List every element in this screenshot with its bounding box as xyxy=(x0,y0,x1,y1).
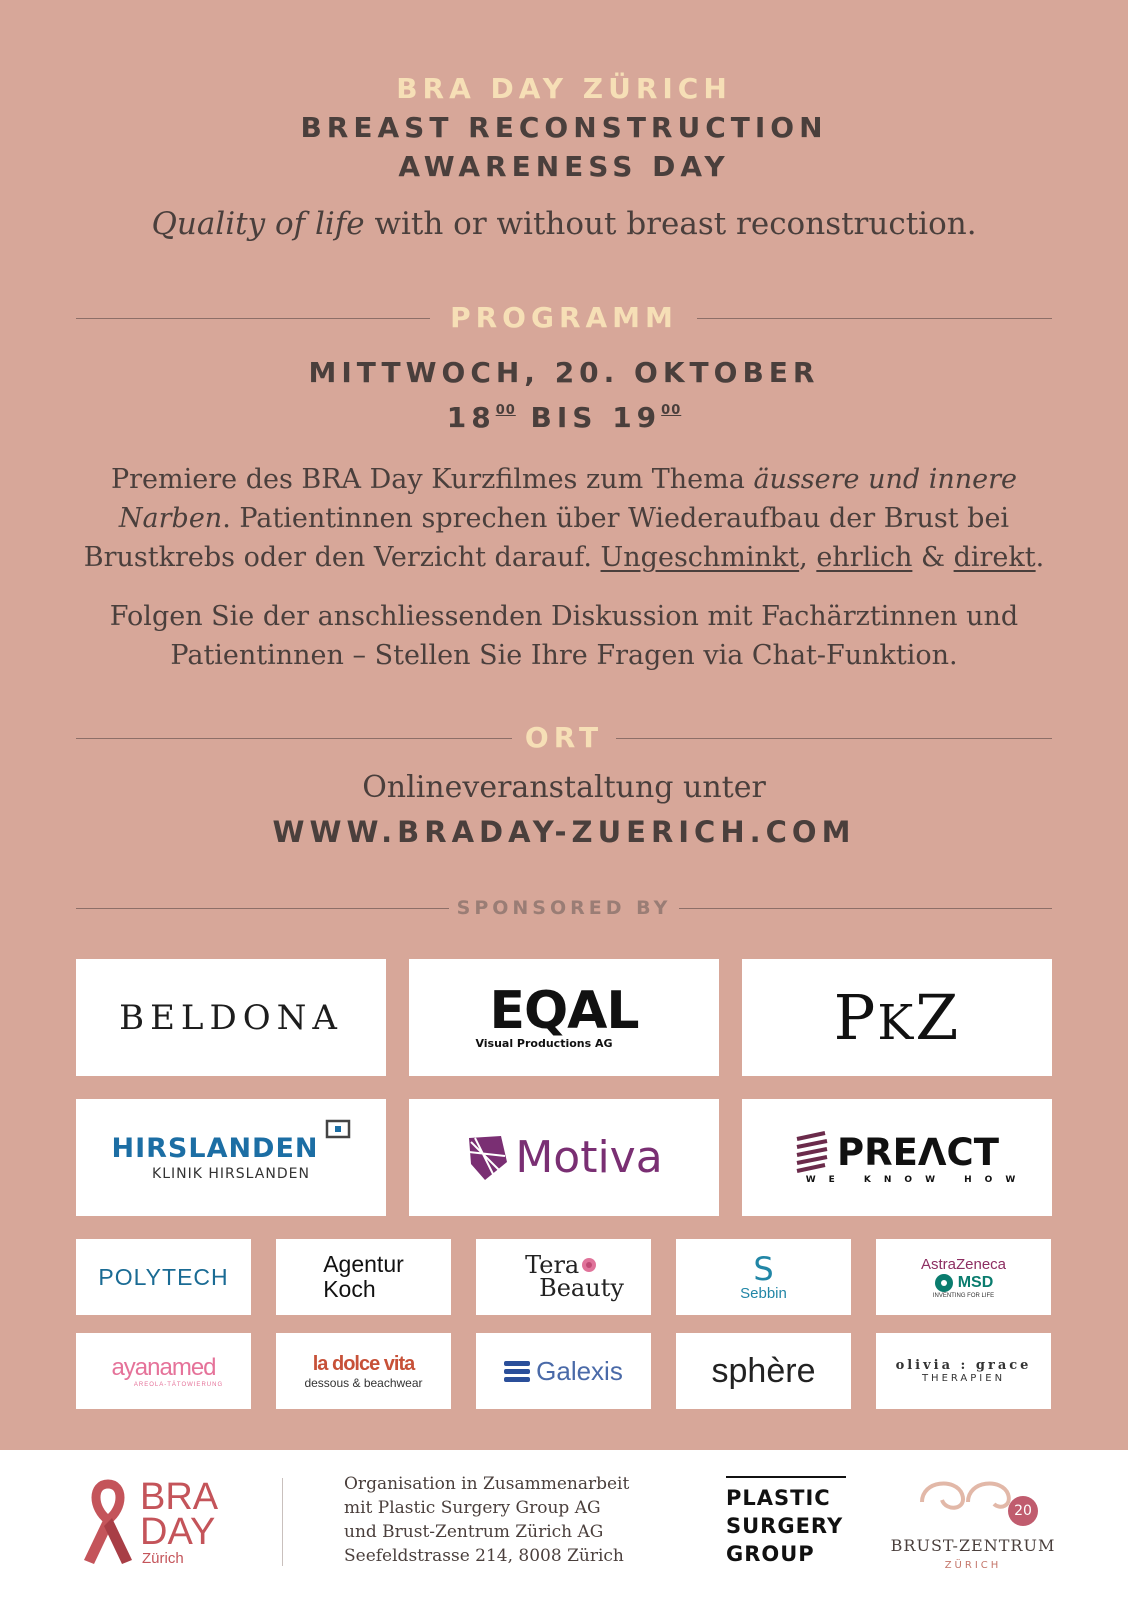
tera-beauty-text xyxy=(525,1251,624,1302)
p1-underline-2: ehrlich xyxy=(816,542,913,573)
msd-subtitle: INVENTING FOR LIFE xyxy=(932,1292,995,1299)
galexis-bars-icon xyxy=(504,1360,530,1382)
preact-stripes-icon xyxy=(795,1131,829,1175)
program-divider xyxy=(76,298,1052,338)
sponsor-tera-beauty xyxy=(476,1239,651,1315)
location-divider xyxy=(76,718,1052,758)
location-heading: ORT xyxy=(524,721,604,754)
tera-line1: Tera xyxy=(525,1251,580,1279)
galexis-logo xyxy=(504,1356,623,1387)
psg-line3: GROUP xyxy=(726,1542,815,1566)
sponsor-olivia-grace xyxy=(876,1333,1051,1409)
divider-line xyxy=(697,318,1052,319)
p1-text-b: . Patientinnen sprechen über Wiederaufbau der Brust bei Brustkrebs oder den Verzicht darauf. xyxy=(83,503,1010,573)
beldona-logo: BELDONA xyxy=(119,997,343,1038)
time-start: 18 xyxy=(446,401,496,434)
p1-underline-1: Ungeschminkt xyxy=(600,542,800,573)
p1-underline-3: direkt xyxy=(953,542,1036,573)
event-subtitle-line2: AWARENESS DAY xyxy=(398,150,730,183)
la-dolce-vita-subtitle: dessous & beachwear xyxy=(304,1375,423,1390)
bra-text-line2: DAY xyxy=(140,1511,216,1553)
tagline-italic: Quality of life xyxy=(151,206,365,242)
psg-line1: PLASTIC xyxy=(726,1486,831,1510)
brust-zentrum-badge: 20 xyxy=(1008,1496,1038,1526)
bra-day-logo xyxy=(78,1478,238,1578)
p1-sep-1: , xyxy=(799,542,817,573)
tera-beauty-logo xyxy=(525,1251,624,1302)
divider-line xyxy=(616,738,1052,739)
motiva-name: Motiva xyxy=(515,1132,663,1183)
hirslanden-name: HIRSLANDEN xyxy=(111,1133,319,1164)
ayanamed-subtitle: AREOLA-TÄTOWIERUNG xyxy=(133,1382,224,1388)
agentur-line1: Agentur xyxy=(323,1251,404,1277)
agentur-koch-logo xyxy=(323,1252,404,1302)
sponsor-agentur-koch xyxy=(276,1239,451,1315)
olivia-grace-subtitle: THERAPIEN xyxy=(921,1373,1006,1384)
sponsor-pkz xyxy=(742,959,1052,1076)
sponsors-heading: SPONSORED BY xyxy=(456,897,672,919)
discussion-description: Folgen Sie der anschliessenden Diskussion mit Fachärztinnen und Patientinnen – Stellen Sie Ihre Fragen via Chat-Funktion. xyxy=(109,601,1019,671)
sponsor-polytech xyxy=(76,1239,251,1315)
sponsor-la-dolce-vita xyxy=(276,1333,451,1409)
p1-text-a: Premiere des BRA Day Kurzfilmes zum Thema xyxy=(110,464,754,495)
org-address: Seefeldstrasse 214, 8008 Zürich xyxy=(344,1546,624,1566)
bra-text-line1: BRA xyxy=(140,1476,219,1518)
p1-italic: äussere und innere Narben xyxy=(118,464,1018,534)
event-time xyxy=(0,401,1128,434)
sebbin-name: Sebbin xyxy=(740,1284,787,1302)
sponsor-sebbin xyxy=(676,1239,851,1315)
sponsor-hirslanden xyxy=(76,1099,386,1216)
pkz-letter-p: P xyxy=(833,981,878,1054)
sponsors-divider xyxy=(76,893,1052,923)
brust-zentrum-name: BRUST-ZENTRUM xyxy=(890,1536,1056,1555)
org-line2: mit Plastic Surgery Group AG xyxy=(344,1498,601,1518)
sponsor-eqal xyxy=(409,959,719,1076)
program-description xyxy=(60,460,1068,577)
time-end-minutes: 00 xyxy=(661,403,682,418)
msd-icon xyxy=(934,1273,954,1293)
bra-day-city: Zürich xyxy=(142,1550,184,1567)
brust-zentrum-city: ZÜRICH xyxy=(944,1560,1002,1571)
motiva-logo xyxy=(465,1132,662,1183)
tagline xyxy=(0,206,1128,242)
p1-end: . xyxy=(1035,542,1045,573)
pkz-logo xyxy=(834,981,961,1054)
sponsor-astrazeneca-msd xyxy=(876,1239,1051,1315)
time-end: BIS 19 xyxy=(515,401,662,434)
event-date: MITTWOCH, 20. OKTOBER xyxy=(308,356,820,389)
sponsor-sphere xyxy=(676,1333,851,1409)
event-title: BRA DAY ZÜRICH xyxy=(396,72,732,105)
ribbon-icon xyxy=(78,1478,138,1568)
la-dolce-vita-logo: la dolce vita xyxy=(312,1352,415,1375)
sponsor-ayanamed xyxy=(76,1333,251,1409)
agentur-line2: Koch xyxy=(323,1276,376,1302)
pkz-letter-z: Z xyxy=(915,981,961,1054)
org-line1: Organisation in Zusammenarbeit xyxy=(344,1474,630,1494)
footer-separator xyxy=(282,1478,283,1566)
pkz-letter-k: K xyxy=(877,995,916,1051)
sebbin-icon: S xyxy=(753,1249,774,1288)
organisation-info xyxy=(344,1472,629,1568)
preact-subtitle: WE KNOW HOW xyxy=(805,1174,1029,1185)
sponsor-motiva xyxy=(409,1099,719,1216)
tera-line2: Beauty xyxy=(539,1274,624,1302)
bra-day-text xyxy=(140,1476,219,1553)
location-text: Onlineveranstaltung unter xyxy=(362,770,766,805)
motiva-leaf-icon xyxy=(465,1134,509,1182)
sponsor-galexis xyxy=(476,1333,651,1409)
ayanamed-logo: ayanamed xyxy=(111,1354,216,1381)
time-start-minutes: 00 xyxy=(495,403,516,418)
sphere-logo: sphère xyxy=(711,1351,816,1390)
hirslanden-icon xyxy=(325,1119,351,1141)
program-heading: PROGRAMM xyxy=(450,301,678,334)
eqal-subtitle: Visual Productions AG xyxy=(475,1037,613,1050)
event-subtitle-line1: BREAST RECONSTRUCTION xyxy=(300,111,828,144)
sponsor-beldona xyxy=(76,959,386,1076)
tagline-rest: with or without breast reconstruction. xyxy=(364,206,977,242)
polytech-logo: POLYTECH xyxy=(98,1263,229,1290)
eqal-logo: EQAL xyxy=(489,981,639,1041)
event-url-link[interactable]: WWW.BRADAY-ZUERICH.COM xyxy=(272,815,856,849)
hirslanden-logo xyxy=(111,1133,350,1164)
astrazeneca-logo: AstraZeneca xyxy=(920,1255,1007,1273)
footer xyxy=(0,1450,1128,1600)
preact-logo xyxy=(795,1131,999,1175)
divider-line xyxy=(679,908,1052,909)
msd-logo xyxy=(934,1273,994,1293)
preact-name: PREΛCT xyxy=(837,1131,999,1174)
flower-icon xyxy=(576,1252,602,1278)
brust-zentrum-logo xyxy=(888,1472,1058,1572)
olivia-grace-logo: olivia : grace xyxy=(895,1358,1032,1373)
sponsor-preact xyxy=(742,1099,1052,1216)
org-line3: und Brust-Zentrum Zürich AG xyxy=(344,1522,604,1542)
msd-name: MSD xyxy=(957,1273,994,1291)
psg-line2: SURGERY xyxy=(726,1514,844,1538)
plastic-surgery-group-logo xyxy=(726,1476,846,1568)
galexis-name: Galexis xyxy=(536,1355,623,1386)
hirslanden-subtitle: KLINIK HIRSLANDEN xyxy=(152,1166,310,1182)
p1-sep-2: & xyxy=(912,542,954,573)
